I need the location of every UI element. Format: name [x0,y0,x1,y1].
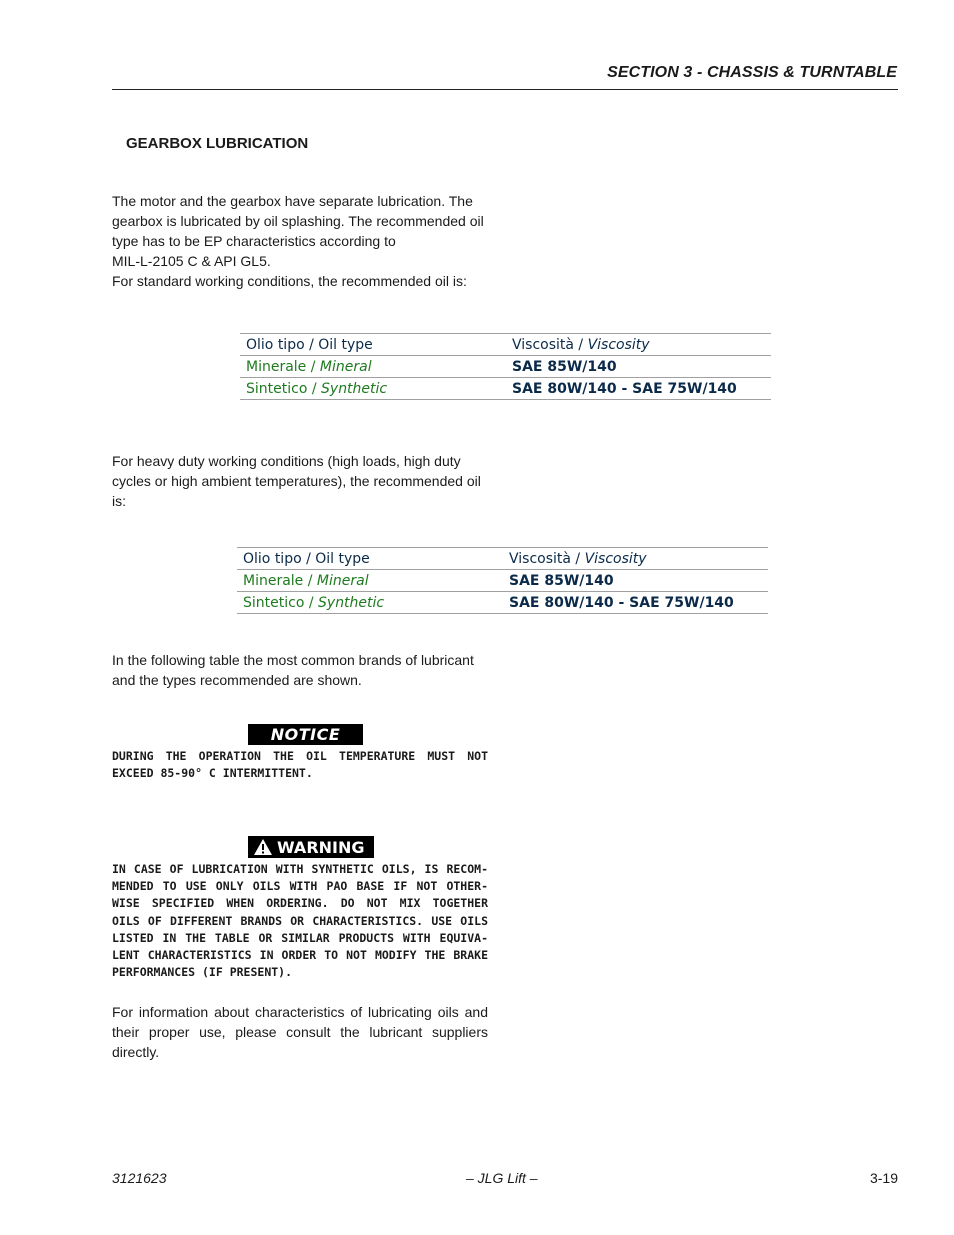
viscosity-cell: SAE 85W/140 [503,570,768,592]
text-line: and the types recommended are shown. [112,672,362,688]
section-heading: GEARBOX LUBRICATION [126,135,309,152]
oil-name-it: Sintetico / [243,594,319,611]
warning-badge [248,836,374,858]
warning-text [112,861,488,981]
table-row [237,592,768,614]
footer-page-number: 3-19 [869,1170,898,1186]
text-line: PERFORMANCES (IF PRESENT). [112,965,293,980]
notice-badge: NOTICE [248,724,363,745]
oil-name-cell [237,592,503,614]
text-line: gearbox is lubricated by oil splashing. The recommended oil [112,213,484,229]
closing-paragraph [112,1002,488,1062]
brands-paragraph [112,650,488,690]
viscosity-cell: SAE 80W/140 - SAE 75W/140 [506,378,771,400]
text-line: LENT CHARACTERISTICS IN ORDER TO NOT MODIFY THE BRAKE [112,948,488,963]
text-line: EXCEED 85-90° C INTERMITTENT. [112,766,313,781]
header-text: Viscosità / [509,550,585,567]
text-line: their proper use, please consult the lubricant suppliers [112,1024,488,1040]
col-header-oil-type: Olio tipo / Oil type [237,548,503,570]
oil-name-cell [237,570,503,592]
table-header-row [240,334,771,356]
header-text-italic: Viscosity [587,336,650,353]
oil-name-en: Synthetic [318,594,385,611]
oil-name-en: Synthetic [321,380,388,397]
text-line: MENDED TO USE ONLY OILS WITH PAO BASE IF NOT OTHER- [112,879,488,894]
text-line: OILS OF DIFFERENT BRANDS OR CHARACTERISTICS. USE OILS [112,913,488,928]
col-header-viscosity [506,334,771,356]
header-text-italic: Viscosity [584,550,647,567]
footer-center-text: – JLG Lift – [466,1170,538,1186]
warning-label: WARNING [277,837,365,857]
heavy-duty-paragraph [112,451,488,511]
table-row [240,378,771,400]
oil-name-en: Mineral [319,358,372,375]
text-line: For standard working conditions, the recommended oil is: [112,273,467,289]
section-header-title: SECTION 3 - CHASSIS & TURNTABLE [607,64,897,81]
text-line: MIL-L-2105 C & API GL5. [112,253,271,269]
viscosity-cell: SAE 85W/140 [506,356,771,378]
col-header-oil-type: Olio tipo / Oil type [240,334,506,356]
text-line: In the following table the most common brands of lubricant [112,652,474,668]
oil-name-en: Mineral [316,572,369,589]
text-line: LISTED IN THE TABLE OR SIMILAR PRODUCTS WITH EQUIVA- [112,930,488,945]
oil-name-cell [240,356,506,378]
oil-name-it: Minerale / [246,358,320,375]
text-line: is: [112,493,126,509]
oil-table-standard [240,333,771,400]
text-line: For information about characteristics of lubricating oils and [112,1004,488,1020]
text-line: IN CASE OF LUBRICATION WITH SYNTHETIC OILS, IS RECOM- [112,862,488,876]
text-line: DURING THE OPERATION THE OIL TEMPERATURE MUST NOT [112,749,488,763]
header-text: Viscosità / [512,336,588,353]
oil-name-it: Sintetico / [246,380,322,397]
warning-triangle-icon [253,838,273,856]
oil-name-cell [240,378,506,400]
col-header-viscosity [503,548,768,570]
text-line: directly. [112,1044,160,1060]
notice-text [112,748,488,782]
text-line: type has to be EP characteristics according to [112,233,396,249]
text-line: cycles or high ambient temperatures), the recommended oil [112,473,481,489]
footer-doc-number: 3121623 [112,1170,167,1186]
text-line: The motor and the gearbox have separate lubrication. The [112,193,473,209]
table-header-row [237,548,768,570]
oil-name-it: Minerale / [243,572,317,589]
header-rule [112,89,898,90]
text-line: WISE SPECIFIED WHEN ORDERING. DO NOT MIX TOGETHER [112,896,488,911]
text-line: For heavy duty working conditions (high loads, high duty [112,453,461,469]
viscosity-cell: SAE 80W/140 - SAE 75W/140 [503,592,768,614]
intro-paragraph [112,191,488,291]
table-row [237,570,768,592]
table-row [240,356,771,378]
oil-table-heavy-duty [237,547,768,614]
